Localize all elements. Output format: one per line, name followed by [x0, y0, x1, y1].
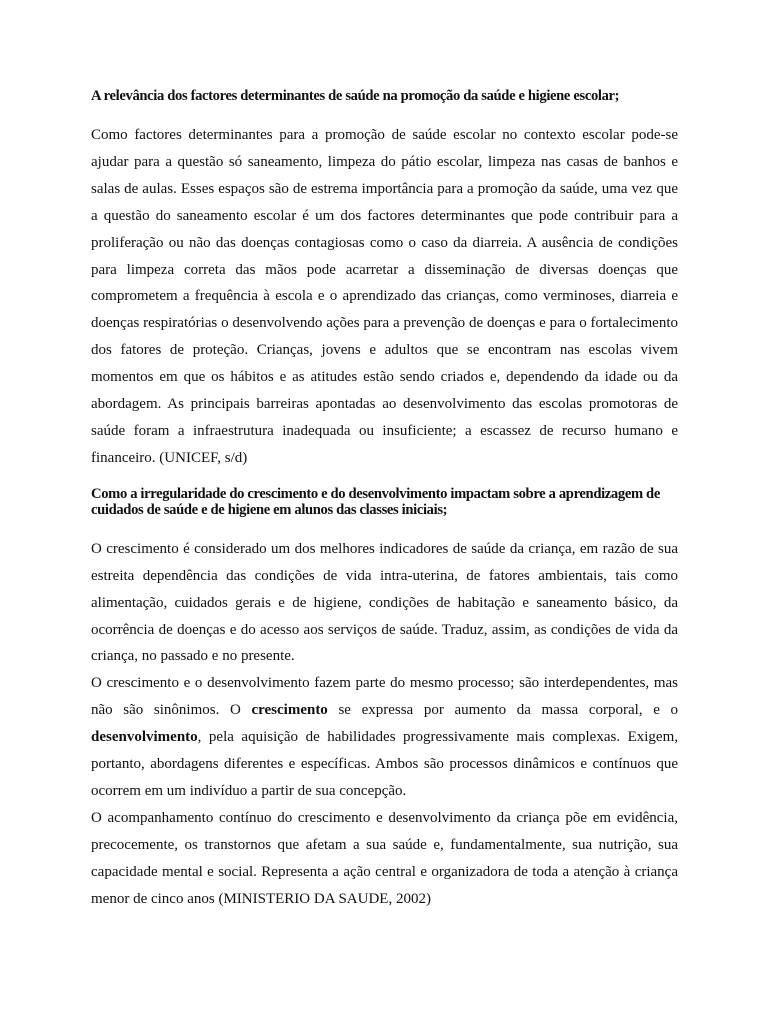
section-heading-growth: Como a irregularidade do crescimento e do desenvolvimento impactam sobre a aprendizagem de cuidados de saúde e de higiene em alunos das classes iniciais; [91, 485, 660, 518]
paragraph-text-segment: , pela aquisição de habilidades progressivamente mais complexas. Exigem, portanto, abordagens diferentes e específicas. Ambos são processos dinâmicos e contínuos que ocorrem em um indivíduo a partir de sua concepção. [91, 729, 678, 799]
document-page [91, 88, 678, 912]
paragraph-determinants: Como factores determinantes para a promoção de saúde escolar no contexto escolar pode-se ajudar para a questão só saneamento, limpeza do pátio escolar, limpeza nas casas de banhos e salas de aulas. Esses espaços são de estrema importância para a promoção da saúde, uma vez que a questão do saneamento escolar é um dos factores determinantes que pode contribuir para a proliferação ou não das doenças contagiosas como o caso da diarreia. A ausência de condições para limpeza correta das mãos pode acarretar a disseminação de diversas doenças que comprometem a frequência à escola e o aprendizado das crianças, como verminoses, diarreia e doenças respiratórias o desenvolvendo ações para a prevenção de doenças e para o fortalecimento dos fatores de proteção. Crianças, jovens e adultos que se encontram nas escolas vivem momentos em que os hábitos e as atitudes estão sendo criados e, dependendo da idade ou da abordagem. As principais barreiras apontadas ao desenvolvimento das escolas promotoras de saúde foram a infraestrutura inadequada ou insuficiente; a escassez de recurso humano e financeiro. (UNICEF, s/d) [91, 127, 678, 466]
bold-term-crescimento: crescimento [251, 702, 328, 719]
paragraph-monitoring: O acompanhamento contínuo do crescimento e desenvolvimento da criança põe em evidência, precocemente, os transtornos que afetam a sua saúde e, fundamentalmente, sua nutrição, sua capacidade mental e social. Representa a ação central e organizadora de toda a atenção à criança menor de cinco anos (MINISTERIO DA SAUDE, 2002) [91, 809, 678, 907]
paragraph-growth-development [91, 670, 678, 805]
section-heading-relevance: A relevância dos factores determinantes de saúde na promoção da saúde e higiene escolar; [91, 88, 620, 104]
paragraph-growth-indicator: O crescimento é considerado um dos melhores indicadores de saúde da criança, em razão de sua estreita dependência das condições de vida intra-uterina, de fatores ambientais, tais como alimentação, cuidados gerais e de higiene, condições de habitação e saneamento básico, da ocorrência de doenças e do acesso aos serviços de saúde. Traduz, assim, as condições de vida da criança, no passado e no presente. [91, 540, 678, 665]
paragraph-text-segment: se expressa por aumento da massa corporal, e o [327, 702, 678, 719]
paragraph-text-segment: O crescimento e o desenvolvimento fazem parte do mesmo processo; são interdependentes, mas não são sinônimos. O [91, 675, 678, 719]
bold-term-desenvolvimento: desenvolvimento [91, 729, 198, 746]
